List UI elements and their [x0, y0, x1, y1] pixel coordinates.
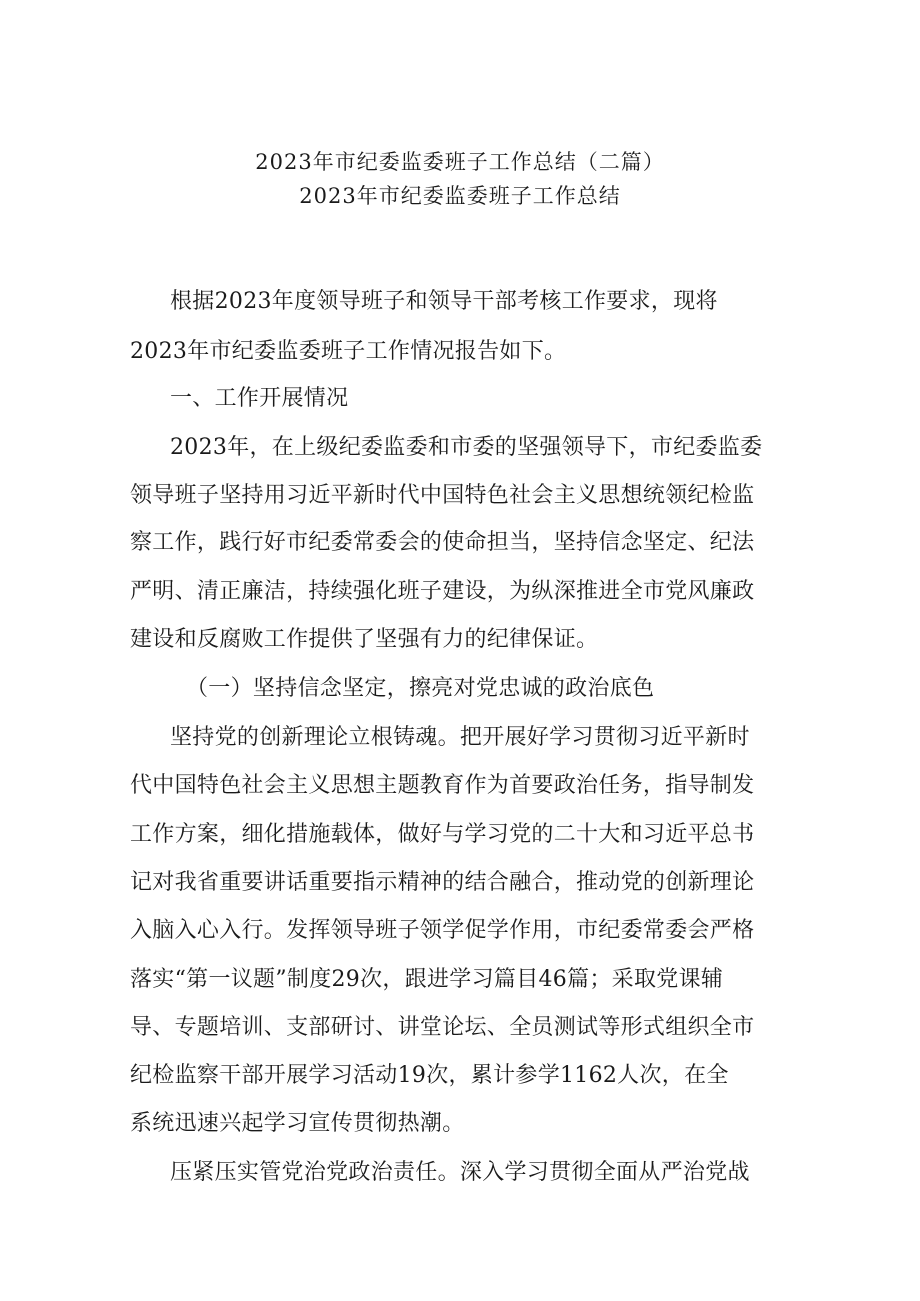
paragraph-line: 导、专题培训、支部研讨、讲堂论坛、全员测试等形式组织全市: [130, 1015, 755, 1040]
paragraph-line: 代中国特色社会主义思想主题教育作为首要政治任务，指导制发: [130, 773, 755, 798]
paragraph-line: 工作方案，细化措施载体，做好与学习党的二十大和习近平总书: [130, 822, 755, 847]
paragraph-line: 纪检监察干部开展学习活动19次，累计参学1162人次，在全: [130, 1063, 729, 1088]
paragraph-line: 记对我省重要讲话重要指示精神的结合融合，推动党的创新理论: [130, 870, 755, 895]
paragraph-line: 建设和反腐败工作提供了坚强有力的纪律保证。: [130, 627, 599, 652]
paragraph-line: 领导班子坚持用习近平新时代中国特色社会主义思想统领纪检监: [130, 483, 755, 508]
document-title: 2023年市纪委监委班子工作总结（二篇）: [255, 150, 665, 174]
paragraph-line: 察工作，践行好市纪委常委会的使命担当，坚持信念坚定、纪法: [130, 530, 755, 555]
paragraph-line: 2023年市纪委监委班子工作情况报告如下。: [130, 339, 567, 364]
paragraph-line: 入脑入心入行。发挥领导班子领学促学作用，市纪委常委会严格: [130, 918, 755, 943]
document-subtitle: 2023年市纪委监委班子工作总结: [299, 184, 621, 208]
subsection-heading: （一）坚持信念坚定，擦亮对党忠诚的政治底色: [186, 676, 655, 701]
section-heading: 一、工作开展情况: [170, 386, 349, 411]
paragraph-line: 系统迅速兴起学习宣传贯彻热潮。: [130, 1111, 465, 1136]
paragraph-line: 落实“第一议题”制度29次，跟进学习篇目46篇；采取党课辅: [130, 967, 724, 992]
paragraph-line: 根据2023年度领导班子和领导干部考核工作要求，现将: [170, 289, 718, 314]
paragraph-line: 2023年，在上级纪委监委和市委的坚强领导下，市纪委监委: [170, 435, 763, 460]
paragraph-line: 严明、清正廉洁，持续强化班子建设，为纵深推进全市党风廉政: [130, 579, 755, 604]
paragraph-line: 压紧压实管党治党政治责任。深入学习贯彻全面从严治党战: [170, 1160, 750, 1185]
paragraph-line: 坚持党的创新理论立根铸魂。把开展好学习贯彻习近平新时: [170, 725, 750, 750]
